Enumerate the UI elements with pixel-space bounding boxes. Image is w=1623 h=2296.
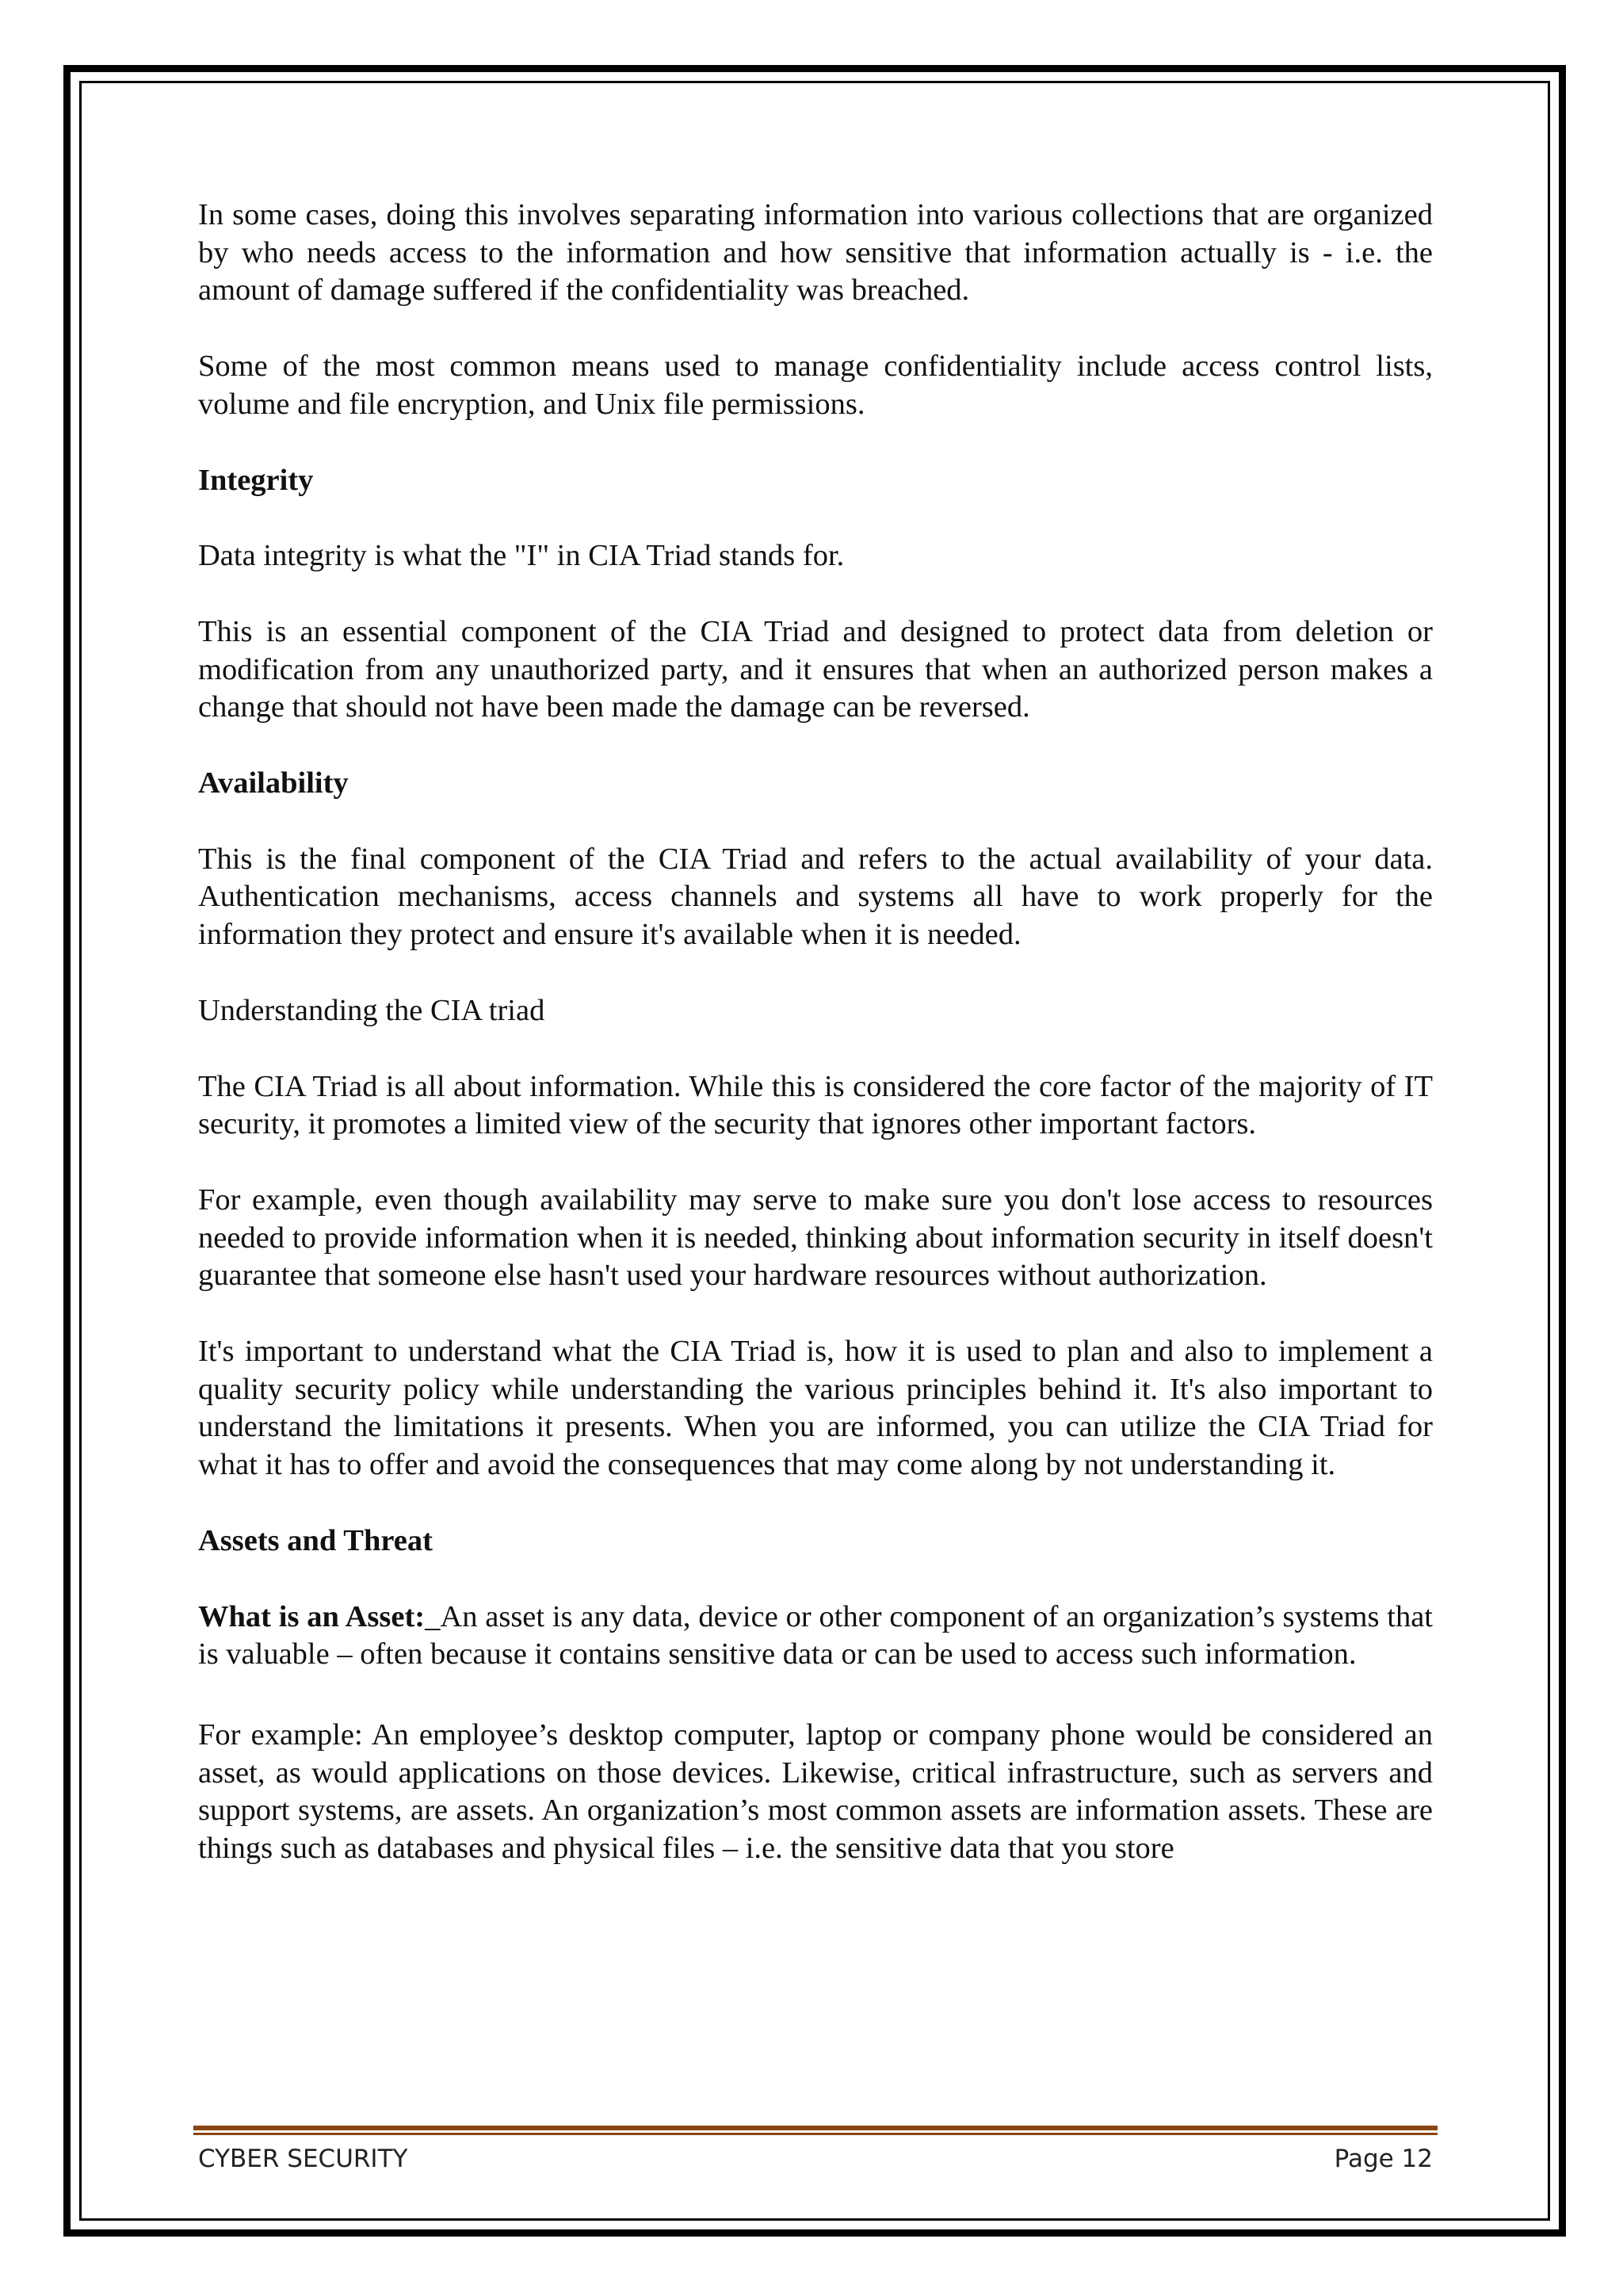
footer-rule-thin (193, 2133, 1438, 2135)
paragraph-integrity-definition: Data integrity is what the "I" in CIA Triad stands for. (198, 539, 845, 573)
paragraph-cia-information: The CIA Triad is all about information. While this is considered the core factor of the majority of IT security, it promotes a limited view of the security that ignores other important factors. (198, 1069, 1433, 1141)
paragraph-asset-definition (198, 1599, 1433, 1674)
heading-assets-and-threat: Assets and Threat (198, 1523, 433, 1557)
paragraph-availability-component: This is the final component of the CIA Triad and refers to the actual availability of your data. Authentication mechanisms, access channels and systems all have to work properly for the information they protect and ensure it's available when it is needed. (198, 842, 1433, 952)
paragraph-asset-example: For example: An employee’s desktop computer, laptop or company phone would be considered an asset, as would applications on those devices. Likewise, critical infrastructure, such as servers and support systems, are assets. An organization’s most common assets are information assets. These are things such as databases and physical files – i.e. the sensitive data that you store (198, 1717, 1433, 1866)
footer-title: CYBER SECURITY (198, 2145, 408, 2173)
document-body (198, 197, 1433, 1906)
heading-availability: Availability (198, 766, 349, 800)
footer-rule-thick (193, 2126, 1438, 2130)
footer-page-number: Page 12 (1334, 2145, 1433, 2173)
paragraph-availability-example: For example, even though availability may serve to make sure you don't lose access to resources needed to provide information when it is needed, thinking about information security in itself doesn't guarantee that someone else hasn't used your hardware resources without authorization. (198, 1182, 1433, 1293)
paragraph-confidentiality-collections: In some cases, doing this involves separating information into various collections that are organized by who needs access to the information and how sensitive that information actually is - i.e. the amount of damage suffered if the confidentiality was breached. (198, 198, 1433, 308)
asset-definition-label: What is an Asset: (198, 1599, 426, 1633)
paragraph-cia-importance: It's important to understand what the CIA Triad is, how it is used to plan and also to implement a quality security policy while understanding the various principles behind it. It's also important to understand the limitations it presents. When you are informed, you can utilize the CIA Triad for what it has to offer and avoid the consequences that may come along by not understanding it. (198, 1335, 1433, 1482)
paragraph-integrity-component: This is an essential component of the CIA Triad and designed to protect data from deletion or modification from any unauthorized party, and it ensures that when an authorized person makes a change that should not have been made the damage can be reversed. (198, 614, 1433, 724)
asset-definition-text: _An asset is any data, device or other component of an organization’s systems that is valuable – often because it contains sensitive data or can be used to access such information. (198, 1599, 1434, 1671)
paragraph-understanding-title: Understanding the CIA triad (198, 993, 545, 1027)
paragraph-confidentiality-means: Some of the most common means used to manage confidentiality include access control lists, volume and file encryption, and Unix file permissions. (198, 350, 1433, 421)
heading-integrity: Integrity (198, 463, 314, 497)
